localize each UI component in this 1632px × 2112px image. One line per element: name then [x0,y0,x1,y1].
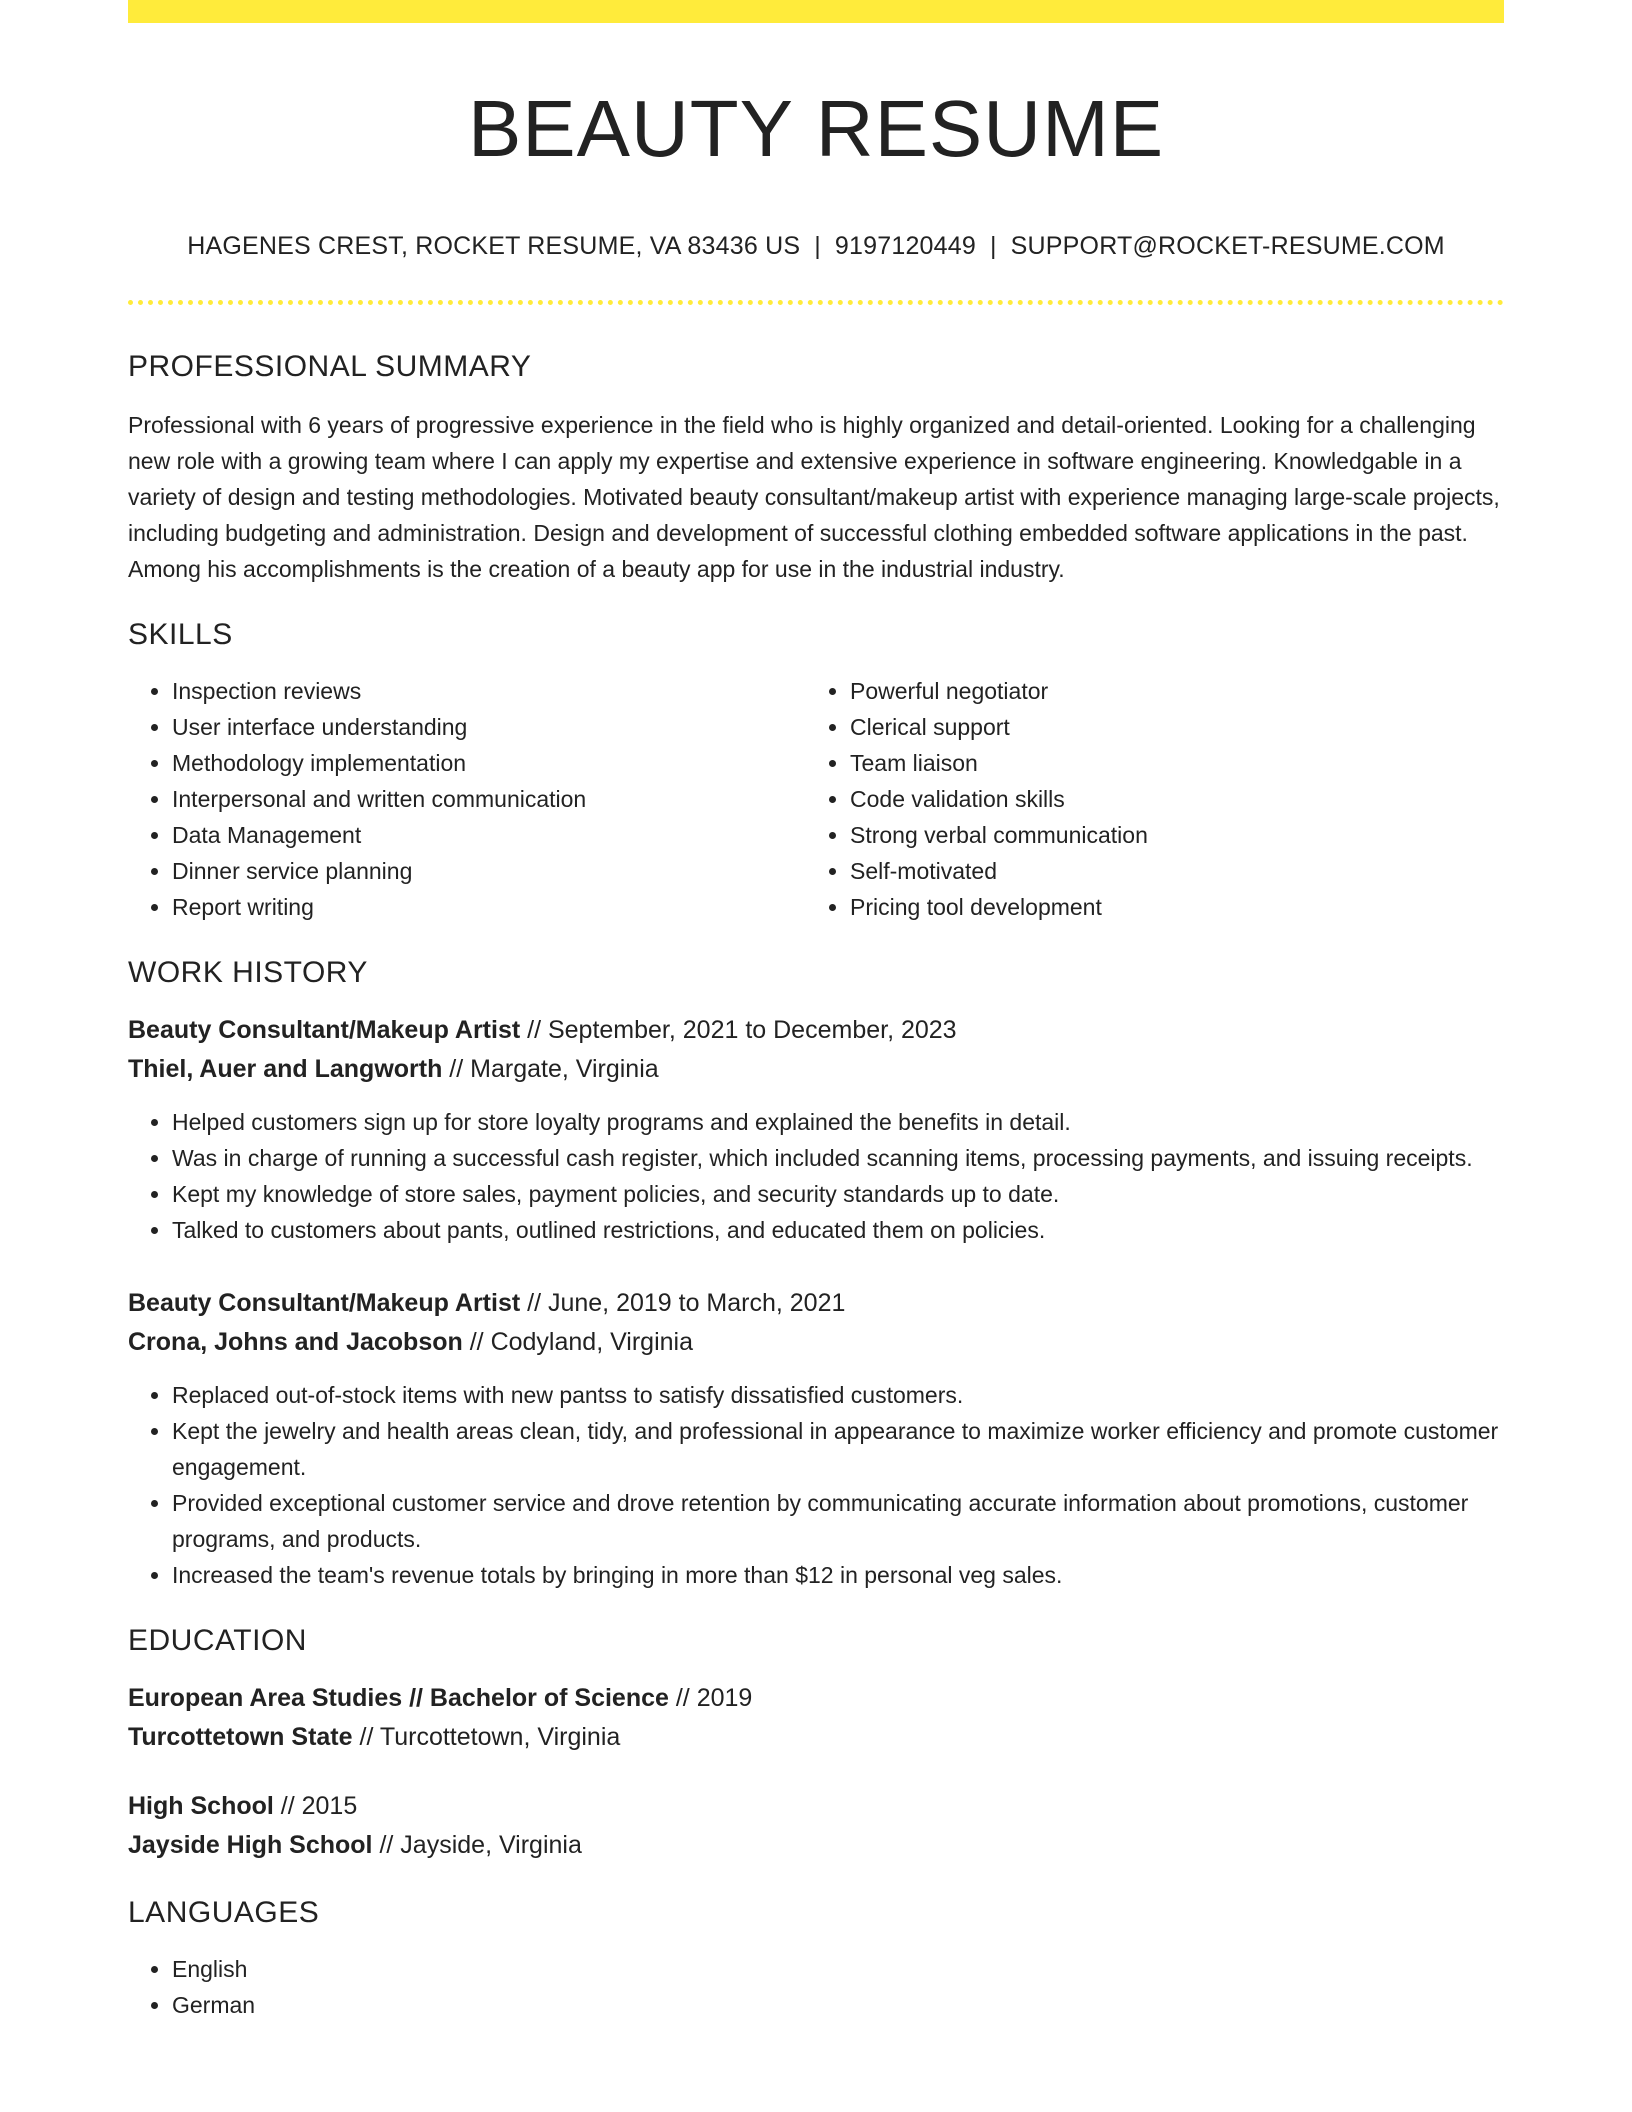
skills-list [128,673,1504,925]
education-degree-line [128,1787,1504,1826]
job-dates: // June, 2019 to March, 2021 [520,1289,846,1317]
skill-item: • Report writing [172,889,806,925]
skill-item: • Powerful negotiator [850,673,1484,709]
education-entry [128,1679,1504,1757]
skill-item: • Methodology implementation [172,745,806,781]
skill-item: • Data Management [172,817,806,853]
job-company-line [128,1050,1504,1089]
education-location: // Jayside, Virginia [372,1831,582,1859]
skill-item: • Inspection reviews [172,673,806,709]
contact-phone: 9197120449 [834,232,976,260]
contact-email: SUPPORT@ROCKET-RESUME.COM [1010,232,1445,260]
dotted-divider [128,300,1504,305]
skill-item: • Self-motivated [850,853,1484,889]
job-bullets [128,1104,1504,1248]
education-school-line [128,1718,1504,1757]
job-company-line [128,1323,1504,1362]
job-bullet: • Replaced out-of-stock items with new pantss to satisfy dissatisfied customers. [172,1377,1504,1413]
languages-list [128,1951,1504,2023]
job-company: Thiel, Auer and Langworth [128,1055,443,1083]
skills-column-left [128,673,806,925]
skill-item: • Clerical support [850,709,1484,745]
education-entry [128,1787,1504,1865]
job-dates: // September, 2021 to December, 2023 [520,1016,957,1044]
job-bullet: • Kept the jewelry and health areas clean, tidy, and professional in appearance to maximize worker efficiency and promote customer engagement. [172,1413,1504,1485]
skill-item: • Team liaison [850,745,1484,781]
job-role: Beauty Consultant/Makeup Artist [128,1289,521,1317]
section-title-education: EDUCATION [128,1624,307,1657]
job-bullets [128,1377,1504,1593]
contact-address: HAGENES CREST, ROCKET RESUME, VA 83436 US [187,232,801,260]
job-bullet: • Provided exceptional customer service and drove retention by communicating accurate information about promotions, customer programs, and products. [172,1485,1504,1557]
education-school: Jayside High School [128,1831,373,1859]
job-role: Beauty Consultant/Makeup Artist [128,1016,521,1044]
job-bullet: • Kept my knowledge of store sales, payment policies, and security standards up to date. [172,1176,1504,1212]
job-bullet: • Increased the team's revenue totals by bringing in more than $12 in personal veg sales. [172,1557,1504,1593]
education-degree: European Area Studies // Bachelor of Science [128,1684,669,1712]
education-school-line [128,1826,1504,1865]
job-bullet: • Helped customers sign up for store loyalty programs and explained the benefits in detail. [172,1104,1504,1140]
skill-item: • Strong verbal communication [850,817,1484,853]
education-year: // 2019 [668,1684,753,1712]
section-title-work-history: WORK HISTORY [128,956,368,989]
section-title-summary: PROFESSIONAL SUMMARY [128,350,532,383]
resume-name: BEAUTY RESUME [467,84,1165,173]
job-bullet: • Talked to customers about pants, outlined restrictions, and educated them on policies. [172,1212,1504,1248]
skill-item: • User interface understanding [172,709,806,745]
summary-text: Professional with 6 years of progressive experience in the field who is highly organized and detail-oriented. Looking for a challenging new role with a growing team where I can apply my expertise and extensive experience in software engineering. Knowledgable in a variety of design and testing methodologies. Motivated beauty consultant/makeup artist with experience managing large-scale projects, including budgeting and administration. Design and development of successful clothing embedded software applications in the past. Among his accomplishments is the creation of a beauty app for use in the industrial industry. [128,412,1500,582]
skill-item: • Pricing tool development [850,889,1484,925]
job-role-line [128,1284,1504,1323]
language-item: • English [172,1951,1504,1987]
education-year: // 2015 [273,1792,358,1820]
job-entry [128,1011,1504,1248]
section-title-skills: SKILLS [128,618,233,651]
contact-separator: | [989,232,997,260]
education-degree-line [128,1679,1504,1718]
job-location: // Margate, Virginia [442,1055,659,1083]
contact-line [128,231,1504,261]
job-bullet: • Was in charge of running a successful cash register, which included scanning items, processing payments, and issuing receipts. [172,1140,1504,1176]
job-entry [128,1284,1504,1593]
section-title-languages: LANGUAGES [128,1896,320,1929]
education-location: // Turcottetown, Virginia [352,1723,621,1751]
skill-item: • Code validation skills [850,781,1484,817]
education-school: Turcottetown State [128,1723,353,1751]
contact-separator: | [814,232,821,260]
job-role-line [128,1011,1504,1050]
job-location: // Codyland, Virginia [462,1328,694,1356]
resume-content [128,23,1504,2023]
job-company: Crona, Johns and Jacobson [128,1328,463,1356]
skills-column-right [806,673,1484,925]
accent-top-bar [128,0,1504,23]
skill-item: • Dinner service planning [172,853,806,889]
language-item: • German [172,1987,1504,2023]
education-degree: High School [128,1792,274,1820]
skill-item: • Interpersonal and written communication [172,781,806,817]
